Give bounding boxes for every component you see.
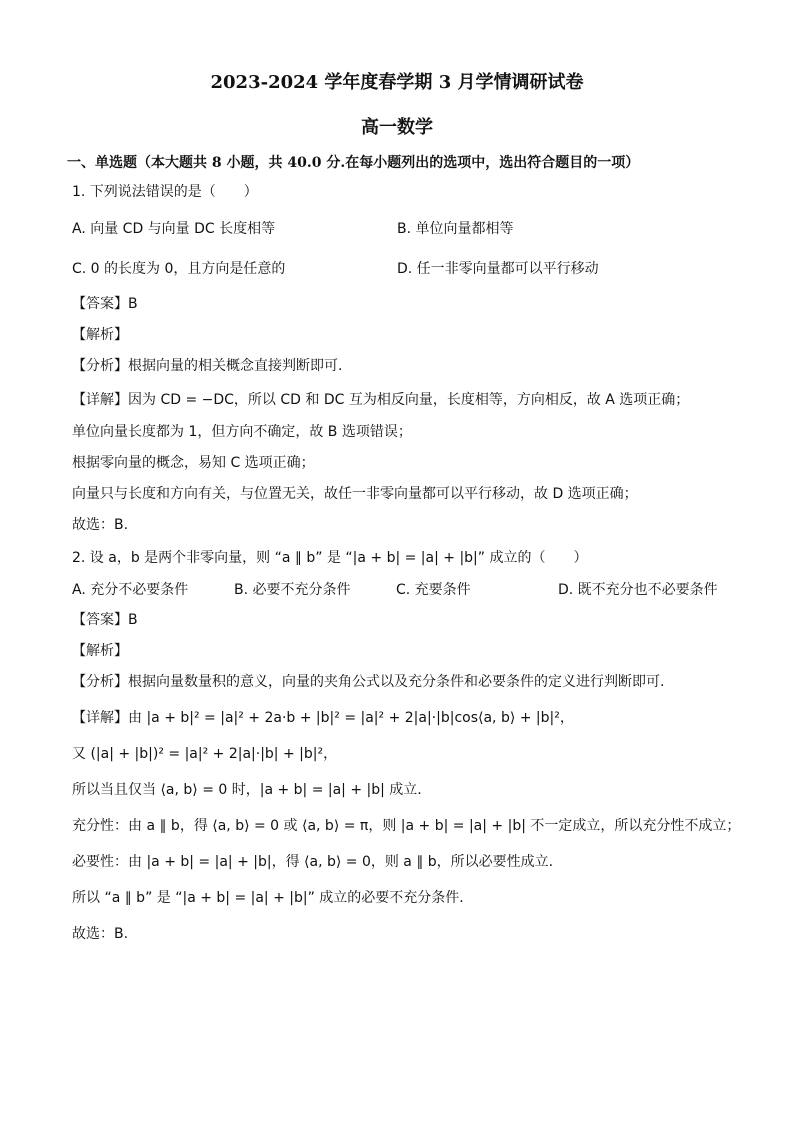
question-2-answer: 【答案】B — [72, 612, 138, 628]
question-1-detail-1: 【详解】因为 CD = −DC，所以 CD 和 DC 互为相反向量，长度相等，方向相反，故 A 选项正确； — [72, 392, 690, 408]
question-2-detail-7: 故选：B. — [72, 926, 129, 942]
question-2-analysis-label: 【解析】 — [72, 643, 128, 659]
question-1-analysis-label: 【解析】 — [72, 327, 128, 343]
question-1-options-row-2 — [72, 259, 722, 279]
exam-subject: 高一数学 — [361, 117, 433, 138]
question-2-detail-2: 又 (|a| + |b|)² = |a|² + 2|a|·|b| + |b|²， — [72, 746, 338, 762]
question-2-options — [72, 580, 722, 600]
question-1-option-c: C. 0 的长度为 0，且方向是任意的 — [72, 261, 286, 277]
question-2-detail-3: 所以当且仅当 ⟨a, b⟩ = 0 时，|a + b| = |a| + |b| 成立. — [72, 782, 422, 798]
question-2-stem: 2. 设 a，b 是两个非零向量，则 “a ∥ b” 是 “|a + b| = |a| + |b|” 成立的（ ） — [72, 550, 588, 566]
question-1-detail-4: 向量只与长度和方向有关，与位置无关，故任一非零向量都可以平行移动，故 D 选项正确； — [72, 486, 638, 502]
question-2-option-a: A. 充分不必要条件 — [72, 582, 189, 598]
question-1-detail-5: 故选：B. — [72, 517, 129, 533]
section-heading: 一、单选题（本大题共 8 小题，共 40.0 分.在每小题列出的选项中，选出符合题目的一项） — [67, 155, 640, 171]
question-1-option-b: B. 单位向量都相等 — [397, 221, 514, 237]
question-2-option-b: B. 必要不充分条件 — [234, 582, 351, 598]
question-1-answer: 【答案】B — [72, 296, 138, 312]
question-2-detail-1: 【详解】由 |a + b|² = |a|² + 2a·b + |b|² = |a|² + 2|a|·|b|cos⟨a, b⟩ + |b|²， — [72, 710, 574, 726]
question-1-option-d: D. 任一非零向量都可以平行移动 — [397, 261, 599, 277]
question-1-fenxi: 【分析】根据向量的相关概念直接判断即可. — [72, 358, 343, 374]
question-1-options-row-1 — [72, 219, 722, 239]
question-1-detail-3: 根据零向量的概念，易知 C 选项正确； — [72, 455, 315, 471]
question-2-detail-4: 充分性：由 a ∥ b，得 ⟨a, b⟩ = 0 或 ⟨a, b⟩ = π，则 |a + b| = |a| + |b| 不一定成立，所以充分性不成立； — [72, 818, 741, 834]
exam-title: 2023-2024 学年度春学期 3 月学情调研试卷 — [210, 72, 584, 93]
question-1-detail-2: 单位向量长度都为 1，但方向不确定，故 B 选项错误； — [72, 424, 412, 440]
question-1-stem: 1. 下列说法错误的是（ ） — [72, 184, 258, 200]
question-2-detail-6: 所以 “a ∥ b” 是 “|a + b| = |a| + |b|” 成立的必要不充分条件. — [72, 890, 464, 906]
question-2-option-c: C. 充要条件 — [396, 582, 471, 598]
question-2-fenxi: 【分析】根据向量数量积的意义，向量的夹角公式以及充分条件和必要条件的定义进行判断即可. — [72, 674, 665, 690]
question-2-detail-5: 必要性：由 |a + b| = |a| + |b|，得 ⟨a, b⟩ = 0，则 a ∥ b，所以必要性成立. — [72, 854, 554, 870]
question-1-option-a: A. 向量 CD 与向量 DC 长度相等 — [72, 221, 276, 237]
question-2-option-d: D. 既不充分也不必要条件 — [558, 582, 718, 598]
